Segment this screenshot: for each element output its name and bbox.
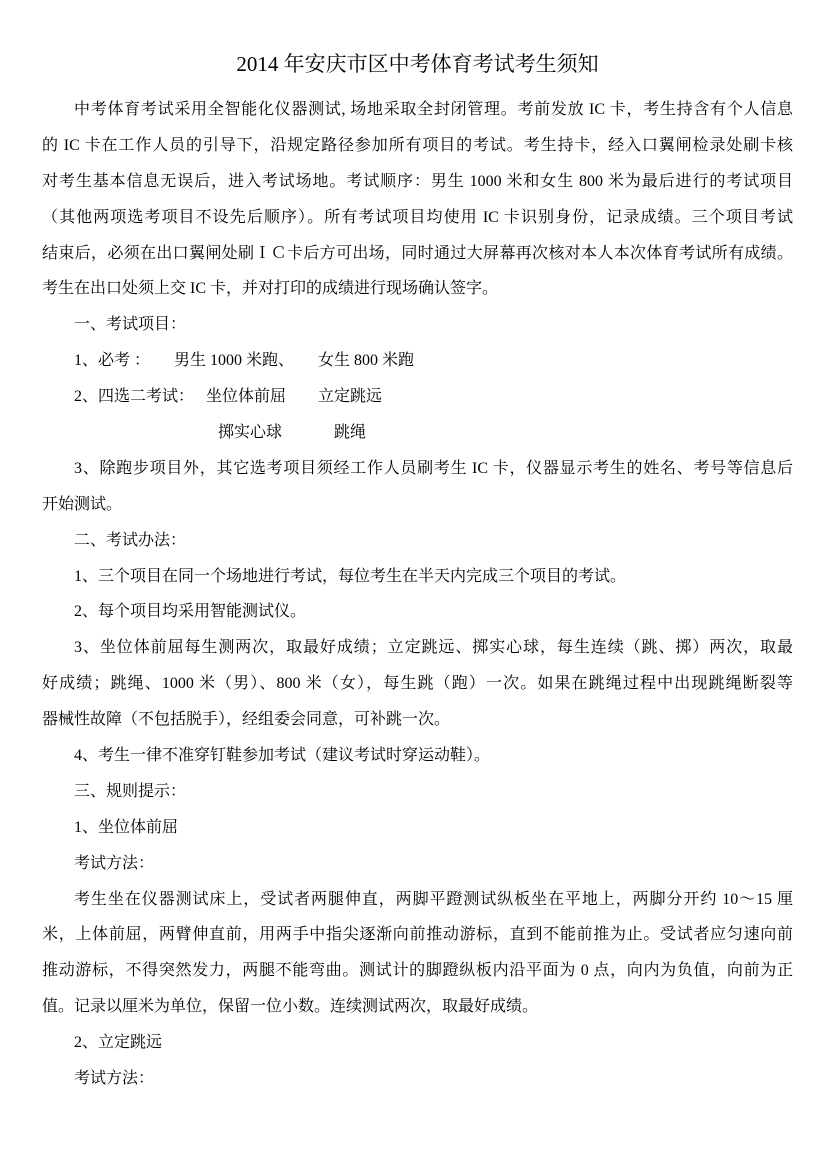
paragraph-line: 中考体育考试采用全智能化仪器测试, 场地采取全封闭管理。考前发放 IC 卡，考生持含有个人信息	[74, 101, 793, 118]
list-item: 1、坐位体前屈	[74, 818, 179, 836]
list-item: 3、坐位体前屈每生测两次，取最好成绩；立定跳远、掷实心球，每生连续（跳、掷）两次，取最	[74, 639, 793, 657]
paragraph-line: 考试方法：	[74, 854, 155, 872]
document-content	[42, 40, 793, 1097]
paragraph-line: 考试方法：	[74, 1070, 155, 1088]
list-item: 4、考生一律不准穿钉鞋参加考试（建议考试时穿运动鞋）。	[74, 747, 491, 765]
list-item: 2、每个项目均采用智能测试仪。	[74, 603, 307, 621]
paragraph-line: 米，上体前屈，两臂伸直前，用两手中指尖逐渐向前推动游标，直到不能前推为止。受试者应匀速向前	[42, 926, 793, 944]
paragraph-line: 开始测试。	[42, 495, 123, 513]
list-item: 2、立定跳远	[74, 1034, 163, 1052]
paragraph-line: 器械性故障（不包括脱手），经组委会同意，可补跳一次。	[42, 711, 451, 729]
list-item: 1、三个项目在同一个场地进行考试，每位考生在半天内完成三个项目的考试。	[74, 567, 627, 585]
section-heading-1: 一、考试项目：	[74, 316, 187, 334]
document-title: 2014 年安庆市区中考体育考试考生须知	[236, 52, 599, 76]
paragraph-line: 考生坐在仪器测试床上，受试者两腿伸直，两脚平蹬测试纵板坐在平地上，两脚分开约 10～15 厘	[74, 890, 793, 908]
paragraph-line: 对考生基本信息无误后，进入考试场地。考试顺序：男生 1000 米和女生 800 米为最后进行的考试项目	[42, 172, 793, 190]
list-item: 2、四选二考试： 坐位体前屈 立定跳远	[74, 388, 383, 406]
paragraph-line: 的 IC 卡在工作人员的引导下，沿规定路径参加所有项目的考试。考生持卡，经入口翼闸检录处刷卡核	[42, 136, 793, 154]
section-heading-2: 二、考试办法：	[74, 531, 187, 549]
paragraph-line: 结束后，必须在出口翼闸处刷ＩＣ卡后方可出场，同时通过大屏幕再次核对本人本次体育考试所有成绩。	[42, 244, 793, 262]
paragraph-line: 好成绩；跳绳、1000 米（男）、800 米（女），每生跳（跑）一次。如果在跳绳过程中出现跳绳断裂等	[42, 675, 793, 693]
paragraph-line: 值。记录以厘米为单位，保留一位小数。连续测试两次，取最好成绩。	[42, 998, 539, 1016]
paragraph-line: 考生在出口处须上交 IC 卡，并对打印的成绩进行现场确认签字。	[42, 280, 499, 298]
list-item: 3、除跑步项目外，其它选考项目须经工作人员刷考生 IC 卡，仪器显示考生的姓名、考号等信息后	[74, 459, 793, 477]
section-heading-3: 三、规则提示：	[74, 782, 187, 800]
list-item: 1、必考 ： 男生 1000 米跑、 女生 800 米跑	[74, 352, 415, 370]
paragraph-line: 推动游标，不得突然发力，两腿不能弯曲。测试计的脚蹬纵板内沿平面为 0 点，向内为负值，向前为正	[42, 962, 793, 980]
paragraph-line: （其他两项选考项目不设先后顺序）。所有考试项目均使用 IC 卡识别身份，记录成绩。三个项目考试	[42, 208, 793, 226]
list-item: 掷实心球 跳绳	[42, 424, 367, 442]
